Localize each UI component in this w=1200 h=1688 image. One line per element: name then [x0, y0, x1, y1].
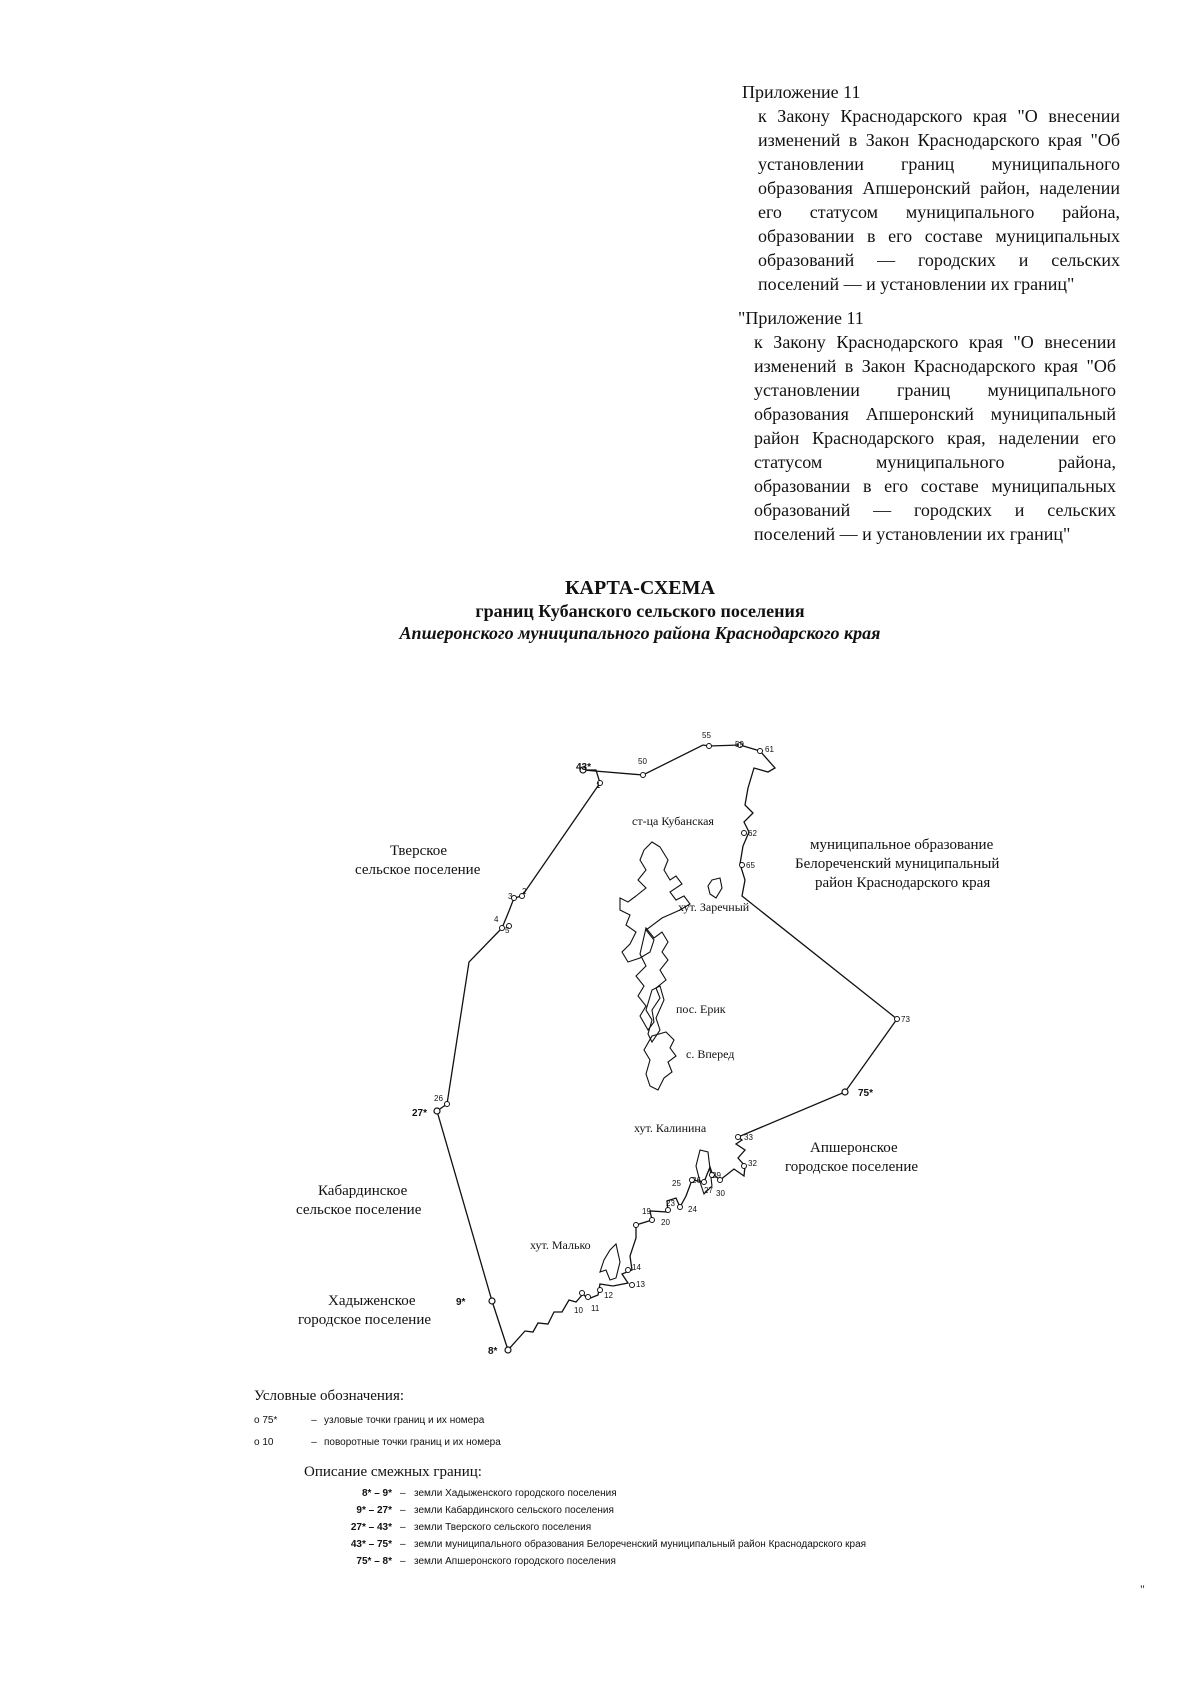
point-label-27: 27 [704, 1186, 713, 1195]
region-khadyzhenskoe-2: городское поселение [298, 1312, 432, 1328]
point-label-5: 5 [505, 926, 510, 935]
settlement-kubanskaya-south-shape [636, 928, 668, 1030]
settlement-kubanskaya-label: ст-ца Кубанская [632, 814, 714, 828]
point-label-61: 61 [765, 745, 774, 754]
settlement-boundary [437, 745, 897, 1350]
adjacent-dash: – [400, 1556, 406, 1567]
legend-dash: – [311, 1414, 317, 1426]
adjacent-range: 27* – 43* [350, 1522, 392, 1533]
legend [254, 1388, 501, 1453]
annex-1-heading: Приложение 11 [742, 82, 861, 102]
region-apsheronskoe-1: Апшеронское [810, 1140, 898, 1156]
region-tverskoe-2: сельское поселение [355, 862, 481, 878]
adjacent-dash: – [400, 1539, 406, 1550]
region-labels [296, 837, 999, 1328]
annex-1-text: к Закону Краснодарского края "О внесении изменений в Закон Краснодарского края "Об установлении границ муниципального образования Апшеронский район, наделении его статусом муниципального района, образовании в его составе муниципальных образований — городских и сельских поселений — и установлении их границ" [758, 106, 1120, 294]
adjacent-dash: – [400, 1522, 406, 1533]
legend-row-turn [254, 1431, 501, 1453]
adjacent-dash: – [400, 1488, 406, 1499]
legend-dash: – [311, 1436, 317, 1448]
point-label-19: 19 [642, 1207, 651, 1216]
node-label-43: 43* [576, 762, 592, 773]
annex-2-text: к Закону Краснодарского края "О внесении изменений в Закон Краснодарского края "Об установлении границ муниципального образования Апшеронский муниципальный район Краснодарского края, наделении его статусом муниципального района, образовании в его составе муниципальных образований — городских и сельских поселений — и установлении их границ" [754, 332, 1116, 544]
adjacent-boundaries [304, 1464, 866, 1570]
node-label-27: 27* [412, 1108, 428, 1119]
node-label-8: 8* [488, 1346, 498, 1357]
adjacent-row [304, 1536, 866, 1553]
adjacent-range: 9* – 27* [356, 1505, 392, 1516]
point-label-23: 23 [666, 1199, 675, 1208]
adjacent-dash: – [400, 1505, 406, 1516]
adjacent-text: земли Апшеронского городского поселения [414, 1556, 616, 1567]
closing-quote-mark: " [1140, 1582, 1145, 1596]
map-subtitle-1: границ Кубанского сельского поселения [475, 601, 805, 621]
adjacent-text: земли Кабардинского сельского поселения [414, 1505, 614, 1516]
map-title: КАРТА-СХЕМА [565, 577, 715, 599]
adjacent-range: 75* – 8* [356, 1556, 392, 1567]
region-belorechensky-1: муниципальное образование [810, 837, 994, 853]
adjacent-row [304, 1485, 866, 1502]
settlement-vpered-label: с. Вперед [686, 1047, 735, 1061]
map-subtitle-2: Апшеронского муниципального района Краснодарского края [399, 623, 881, 643]
point-label-3: 3 [508, 892, 513, 901]
node-label-9: 9* [456, 1297, 466, 1308]
point-label-50: 50 [638, 757, 647, 766]
point-label-62: 62 [748, 829, 757, 838]
node-point-labels [412, 762, 873, 1357]
point-label-14: 14 [632, 1263, 641, 1272]
region-belorechensky-2: Белореченский муниципальный [795, 856, 1000, 872]
settlement-vpered-shape [644, 1032, 676, 1090]
region-tverskoe-1: Тверское [390, 843, 448, 859]
point-label-12: 12 [604, 1291, 613, 1300]
legend-row-node [254, 1409, 501, 1431]
adjacent-title: Описание смежных границ: [304, 1464, 482, 1480]
legend-title: Условные обозначения: [254, 1388, 405, 1404]
adjacent-text: земли Хадыженского городского поселения [414, 1488, 617, 1499]
legend-turn-text: поворотные точки границ и их номера [324, 1436, 501, 1448]
adjacent-row [304, 1553, 866, 1570]
point-label-20: 20 [661, 1218, 670, 1227]
settlement-malko-label: хут. Малько [530, 1238, 591, 1252]
point-label-32: 32 [748, 1159, 757, 1168]
point-label-26-west: 26 [434, 1094, 443, 1103]
settlement-zarechny-shape [708, 878, 722, 898]
adjacent-range: 43* – 75* [350, 1539, 392, 1550]
region-kabardinskoe-2: сельское поселение [296, 1202, 422, 1218]
legend-turn-symbol: o 10 [254, 1436, 274, 1448]
adjacent-range: 8* – 9* [361, 1488, 392, 1499]
settlement-zarechny-label: хут. Заречный [678, 900, 750, 914]
point-label-24: 24 [688, 1205, 697, 1214]
legend-node-text: узловые точки границ и их номера [324, 1414, 485, 1426]
settlement-kalinina-label: хут. Калинина [634, 1121, 707, 1135]
point-label-26: 26 [692, 1176, 701, 1185]
point-label-29: 29 [712, 1171, 721, 1180]
point-label-25: 25 [672, 1179, 681, 1188]
point-label-33: 33 [744, 1133, 753, 1142]
region-kabardinskoe-1: Кабардинское [318, 1183, 408, 1199]
annex-2-heading: "Приложение 11 [738, 308, 864, 328]
point-label-10: 10 [574, 1306, 583, 1315]
point-label-73: 73 [901, 1015, 910, 1024]
point-label-1: 1 [596, 781, 601, 790]
point-label-13: 13 [636, 1280, 645, 1289]
node-label-75: 75* [858, 1088, 874, 1099]
settlement-labels [530, 814, 750, 1252]
legend-node-symbol: o 75* [254, 1414, 278, 1426]
settlement-erik-label: пос. Ерик [676, 1002, 726, 1016]
point-label-55: 55 [702, 731, 711, 740]
adjacent-text: земли муниципального образования Белореченский муниципальный район Краснодарского края [414, 1539, 867, 1550]
point-label-30: 30 [716, 1189, 725, 1198]
settlement-malko-shape [600, 1244, 620, 1280]
region-apsheronskoe-2: городское поселение [785, 1159, 919, 1175]
point-label-4: 4 [494, 915, 499, 924]
point-label-2: 2 [522, 887, 527, 896]
node-point-markers [434, 767, 848, 1353]
adjacent-row [304, 1502, 866, 1519]
adjacent-row [304, 1519, 866, 1536]
point-label-65: 65 [746, 861, 755, 870]
point-label-59: 59 [735, 740, 744, 749]
region-belorechensky-3: район Краснодарского края [815, 875, 991, 891]
point-label-11: 11 [591, 1304, 600, 1313]
region-khadyzhenskoe-1: Хадыженское [328, 1293, 416, 1309]
adjacent-text: земли Тверского сельского поселения [414, 1522, 592, 1533]
